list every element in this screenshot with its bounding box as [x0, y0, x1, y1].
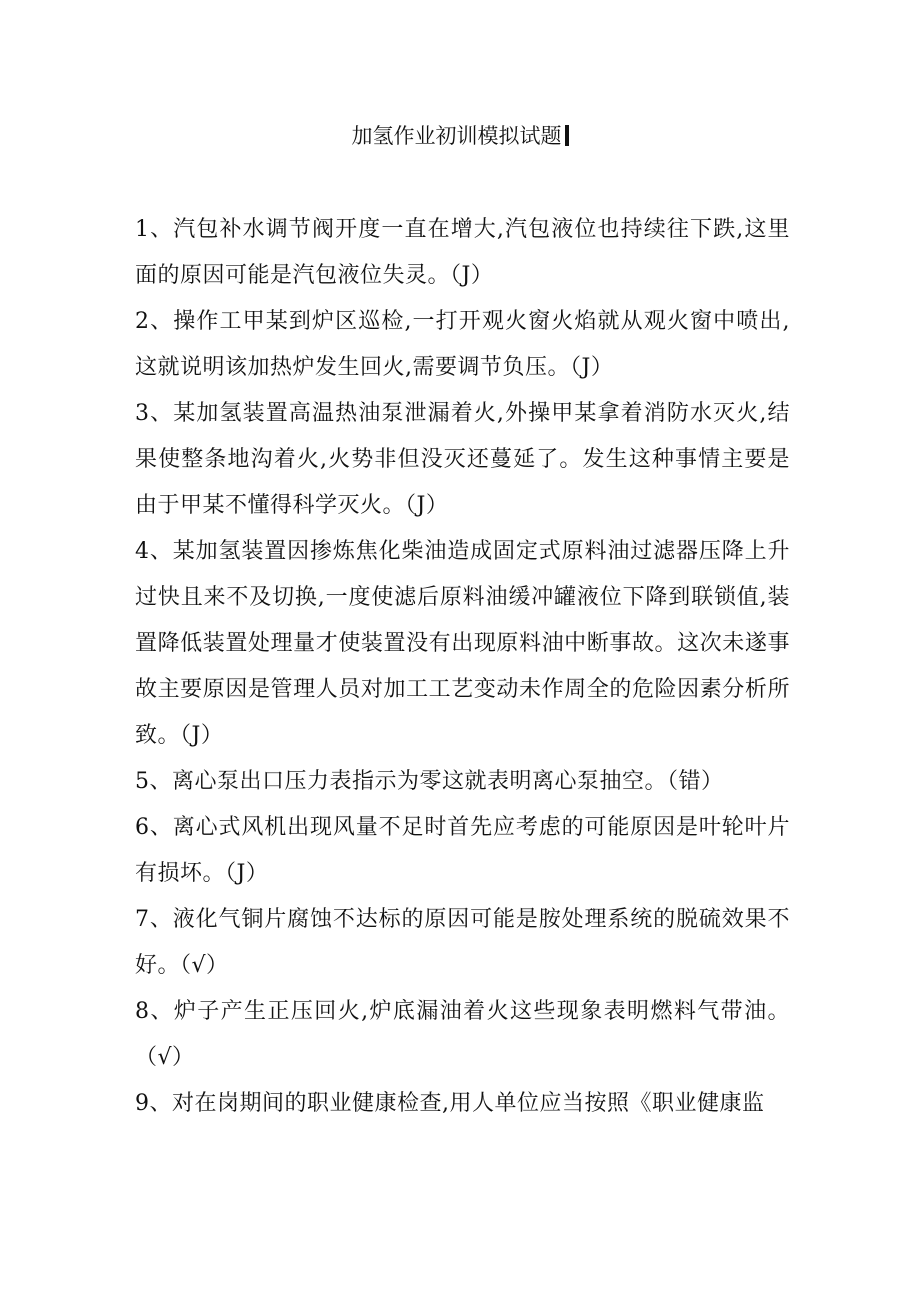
document-title-text: 加氢作业初训模拟试题 [351, 124, 562, 148]
question-5: 5、离心泵出口压力表指示为零这就表明离心泵抽空。（错） [135, 769, 724, 794]
question-2: 2、操作工甲某到炉区巡检,一打开观火窗火焰就从观火窗中喷出,这就说明该加热炉发生回火,需要调节负压。（J） [135, 309, 790, 380]
question-4: 4、某加氢装置因掺炼焦化柴油造成固定式原料油过滤器压降上升过快且来不及切换,一度使滤后原料油缓冲罐液位下降到联锁值,装置降低装置处理量才使装置没有出现原料油中断事故。这次未遂事故主要原因是管理人员对加工工艺变动未作周全的危险因素分析所致。（J） [135, 539, 790, 748]
document-title [0, 118, 920, 154]
question-1: 1、汽包补水调节阀开度一直在增大,汽包液位也持续往下跌,这里面的原因可能是汽包液位失灵。（J） [135, 217, 790, 288]
question-list [135, 207, 790, 1127]
question-3: 3、某加氢装置高温热油泵泄漏着火,外操甲某拿着消防水灭火,结果使整条地沟着火,火势非但没灭还蔓延了。发生这种事情主要是由于甲某不懂得科学灭火。（J） [135, 401, 790, 518]
question-7: 7、液化气铜片腐蚀不达标的原因可能是胺处理系统的脱硫效果不好。（√） [135, 907, 790, 978]
text-cursor-mark [565, 125, 569, 146]
question-9: 9、对在岗期间的职业健康检查,用人单位应当按照《职业健康监 [135, 1091, 765, 1116]
question-8: 8、炉子产生正压回火,炉底漏油着火这些现象表明燃料气带油。（√） [135, 999, 790, 1070]
question-6: 6、离心式风机出现风量不足时首先应考虑的可能原因是叶轮叶片有损坏。（J） [135, 815, 790, 886]
